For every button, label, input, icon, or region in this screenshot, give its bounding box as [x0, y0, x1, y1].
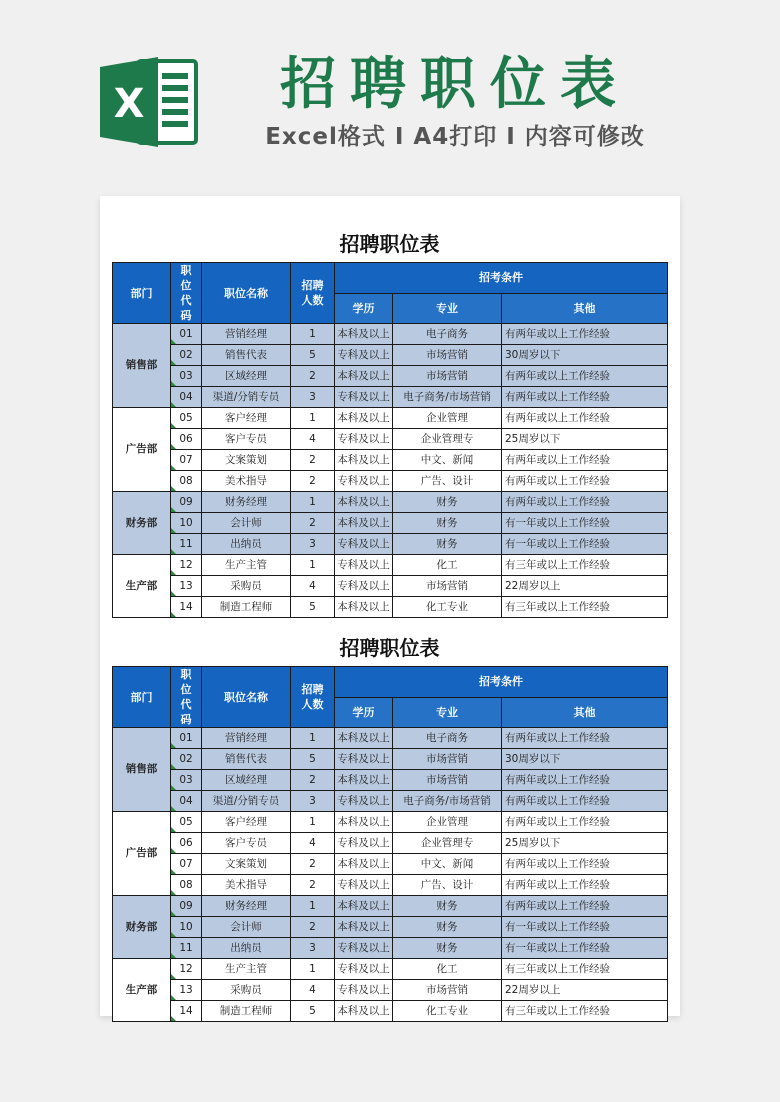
table-row: [113, 770, 668, 791]
position-name-cell: 渠道/分销专员: [202, 791, 291, 812]
header-name: 职位名称: [202, 263, 291, 324]
position-name-cell: 采购员: [202, 576, 291, 597]
position-name-cell: 生产主管: [202, 959, 291, 980]
code-cell: 03: [171, 366, 202, 387]
other-cell: 有两年或以上工作经验: [502, 387, 668, 408]
education-cell: 本科及以上: [335, 492, 393, 513]
dept-cell: 生产部: [113, 555, 171, 618]
code-cell: 10: [171, 917, 202, 938]
education-cell: 本科及以上: [335, 896, 393, 917]
table-row: [113, 749, 668, 770]
code-cell: 04: [171, 387, 202, 408]
major-cell: 化工专业: [393, 1001, 502, 1022]
count-cell: 3: [291, 791, 335, 812]
code-cell: 11: [171, 534, 202, 555]
code-cell: 14: [171, 1001, 202, 1022]
count-cell: 5: [291, 345, 335, 366]
other-cell: 有两年或以上工作经验: [502, 471, 668, 492]
code-cell: 14: [171, 597, 202, 618]
dept-cell: 销售部: [113, 324, 171, 408]
other-cell: 30周岁以下: [502, 345, 668, 366]
table-row: [113, 408, 668, 429]
table-row: [113, 576, 668, 597]
education-cell: 本科及以上: [335, 408, 393, 429]
table-title: 招聘职位表: [339, 232, 440, 256]
other-cell: 有两年或以上工作经验: [502, 366, 668, 387]
other-cell: 有两年或以上工作经验: [502, 770, 668, 791]
major-cell: 电子商务/市场营销: [393, 387, 502, 408]
count-cell: 1: [291, 555, 335, 576]
table-row: [113, 854, 668, 875]
table-row: [113, 1001, 668, 1022]
education-cell: 本科及以上: [335, 854, 393, 875]
position-name-cell: 美术指导: [202, 471, 291, 492]
recruitment-table-1: [112, 229, 667, 618]
position-name-cell: 客户经理: [202, 812, 291, 833]
dept-cell: 财务部: [113, 896, 171, 959]
education-cell: 专科及以上: [335, 345, 393, 366]
position-name-cell: 会计师: [202, 917, 291, 938]
code-cell: 12: [171, 959, 202, 980]
position-name-cell: 制造工程师: [202, 597, 291, 618]
code-cell: 11: [171, 938, 202, 959]
table-row: [113, 980, 668, 1001]
major-cell: 企业管理专: [393, 833, 502, 854]
header-conditions: 招考条件: [335, 667, 668, 698]
header-major: 专业: [393, 293, 502, 324]
major-cell: 中文、新闻: [393, 450, 502, 471]
position-name-cell: 客户专员: [202, 429, 291, 450]
education-cell: 专科及以上: [335, 555, 393, 576]
other-cell: 有两年或以上工作经验: [502, 728, 668, 749]
header-name: 职位名称: [202, 667, 291, 728]
major-cell: 电子商务: [393, 324, 502, 345]
education-cell: 本科及以上: [335, 917, 393, 938]
code-cell: 10: [171, 513, 202, 534]
education-cell: 专科及以上: [335, 959, 393, 980]
code-cell: 05: [171, 408, 202, 429]
major-cell: 企业管理专: [393, 429, 502, 450]
count-cell: 3: [291, 534, 335, 555]
education-cell: 本科及以上: [335, 1001, 393, 1022]
count-cell: 5: [291, 597, 335, 618]
other-cell: 有两年或以上工作经验: [502, 492, 668, 513]
education-cell: 专科及以上: [335, 576, 393, 597]
education-cell: 本科及以上: [335, 597, 393, 618]
code-cell: 01: [171, 728, 202, 749]
other-cell: 25周岁以下: [502, 833, 668, 854]
major-cell: 广告、设计: [393, 471, 502, 492]
table-row: [113, 450, 668, 471]
count-cell: 4: [291, 833, 335, 854]
table-row: [113, 938, 668, 959]
position-name-cell: 文案策划: [202, 450, 291, 471]
major-cell: 市场营销: [393, 366, 502, 387]
count-cell: 4: [291, 429, 335, 450]
header-code: 职位代码: [171, 263, 202, 324]
code-cell: 12: [171, 555, 202, 576]
major-cell: 财务: [393, 492, 502, 513]
position-name-cell: 营销经理: [202, 728, 291, 749]
education-cell: 本科及以上: [335, 324, 393, 345]
major-cell: 市场营销: [393, 345, 502, 366]
count-cell: 2: [291, 450, 335, 471]
recruitment-table: [112, 666, 668, 1022]
position-name-cell: 客户经理: [202, 408, 291, 429]
count-cell: 3: [291, 387, 335, 408]
education-cell: 专科及以上: [335, 429, 393, 450]
header-dept: 部门: [113, 667, 171, 728]
table-row: [113, 597, 668, 618]
other-cell: 有两年或以上工作经验: [502, 791, 668, 812]
table-row: [113, 917, 668, 938]
position-name-cell: 出纳员: [202, 534, 291, 555]
header-other: 其他: [502, 697, 668, 728]
dept-cell: 生产部: [113, 959, 171, 1022]
header-banner: [0, 0, 780, 190]
position-name-cell: 制造工程师: [202, 1001, 291, 1022]
table-row: [113, 345, 668, 366]
svg-text:X: X: [113, 81, 145, 127]
count-cell: 2: [291, 366, 335, 387]
count-cell: 2: [291, 513, 335, 534]
other-cell: 有一年或以上工作经验: [502, 917, 668, 938]
major-cell: 化工: [393, 959, 502, 980]
table-row: [113, 791, 668, 812]
table-row: [113, 366, 668, 387]
major-cell: 企业管理: [393, 812, 502, 833]
position-name-cell: 销售代表: [202, 345, 291, 366]
count-cell: 1: [291, 492, 335, 513]
dept-cell: 广告部: [113, 408, 171, 492]
count-cell: 4: [291, 576, 335, 597]
code-cell: 13: [171, 980, 202, 1001]
dept-cell: 财务部: [113, 492, 171, 555]
page-title: 招聘职位表: [280, 52, 630, 117]
education-cell: 本科及以上: [335, 366, 393, 387]
major-cell: 市场营销: [393, 576, 502, 597]
header-education: 学历: [335, 697, 393, 728]
count-cell: 5: [291, 749, 335, 770]
table-row: [113, 387, 668, 408]
count-cell: 1: [291, 324, 335, 345]
count-cell: 1: [291, 896, 335, 917]
education-cell: 专科及以上: [335, 387, 393, 408]
position-name-cell: 财务经理: [202, 896, 291, 917]
count-cell: 2: [291, 770, 335, 791]
code-cell: 08: [171, 875, 202, 896]
table-row: [113, 429, 668, 450]
table-row: [113, 959, 668, 980]
major-cell: 中文、新闻: [393, 854, 502, 875]
header-code: 职位代码: [171, 667, 202, 728]
other-cell: 有两年或以上工作经验: [502, 324, 668, 345]
position-name-cell: 渠道/分销专员: [202, 387, 291, 408]
position-name-cell: 文案策划: [202, 854, 291, 875]
other-cell: 22周岁以上: [502, 576, 668, 597]
other-cell: 有两年或以上工作经验: [502, 875, 668, 896]
table-row: [113, 812, 668, 833]
position-name-cell: 出纳员: [202, 938, 291, 959]
education-cell: 本科及以上: [335, 728, 393, 749]
position-name-cell: 生产主管: [202, 555, 291, 576]
major-cell: 电子商务: [393, 728, 502, 749]
header-other: 其他: [502, 293, 668, 324]
major-cell: 财务: [393, 513, 502, 534]
table-row: [113, 728, 668, 749]
code-cell: 06: [171, 429, 202, 450]
code-cell: 09: [171, 896, 202, 917]
major-cell: 财务: [393, 917, 502, 938]
header-major: 专业: [393, 697, 502, 728]
code-cell: 04: [171, 791, 202, 812]
table-row: [113, 513, 668, 534]
major-cell: 广告、设计: [393, 875, 502, 896]
count-cell: 1: [291, 959, 335, 980]
major-cell: 市场营销: [393, 749, 502, 770]
count-cell: 2: [291, 854, 335, 875]
code-cell: 02: [171, 749, 202, 770]
header-education: 学历: [335, 293, 393, 324]
table-row: [113, 833, 668, 854]
other-cell: 有两年或以上工作经验: [502, 812, 668, 833]
count-cell: 1: [291, 812, 335, 833]
other-cell: 有一年或以上工作经验: [502, 513, 668, 534]
code-cell: 01: [171, 324, 202, 345]
header-conditions: 招考条件: [335, 263, 668, 294]
major-cell: 电子商务/市场营销: [393, 791, 502, 812]
code-cell: 08: [171, 471, 202, 492]
header-count: 招聘人数: [291, 667, 335, 728]
recruitment-table: [112, 262, 668, 618]
other-cell: 有两年或以上工作经验: [502, 450, 668, 471]
other-cell: 30周岁以下: [502, 749, 668, 770]
code-cell: 06: [171, 833, 202, 854]
table-title: 招聘职位表: [339, 636, 440, 660]
other-cell: 有两年或以上工作经验: [502, 854, 668, 875]
major-cell: 市场营销: [393, 980, 502, 1001]
table-row: [113, 324, 668, 345]
table-row: [113, 471, 668, 492]
education-cell: 本科及以上: [335, 450, 393, 471]
education-cell: 专科及以上: [335, 791, 393, 812]
table-row: [113, 555, 668, 576]
other-cell: 有三年或以上工作经验: [502, 555, 668, 576]
excel-icon: [100, 55, 200, 150]
other-cell: 25周岁以下: [502, 429, 668, 450]
count-cell: 4: [291, 980, 335, 1001]
major-cell: 财务: [393, 896, 502, 917]
major-cell: 财务: [393, 938, 502, 959]
position-name-cell: 区域经理: [202, 770, 291, 791]
table-row: [113, 492, 668, 513]
code-cell: 13: [171, 576, 202, 597]
education-cell: 专科及以上: [335, 471, 393, 492]
dept-cell: 广告部: [113, 812, 171, 896]
education-cell: 本科及以上: [335, 770, 393, 791]
position-name-cell: 采购员: [202, 980, 291, 1001]
header-dept: 部门: [113, 263, 171, 324]
table-row: [113, 534, 668, 555]
major-cell: 企业管理: [393, 408, 502, 429]
position-name-cell: 销售代表: [202, 749, 291, 770]
other-cell: 有三年或以上工作经验: [502, 1001, 668, 1022]
education-cell: 本科及以上: [335, 513, 393, 534]
education-cell: 专科及以上: [335, 749, 393, 770]
count-cell: 1: [291, 728, 335, 749]
education-cell: 专科及以上: [335, 980, 393, 1001]
code-cell: 07: [171, 854, 202, 875]
other-cell: 有三年或以上工作经验: [502, 597, 668, 618]
education-cell: 专科及以上: [335, 833, 393, 854]
table-row: [113, 896, 668, 917]
position-name-cell: 财务经理: [202, 492, 291, 513]
other-cell: 有两年或以上工作经验: [502, 408, 668, 429]
major-cell: 化工: [393, 555, 502, 576]
position-name-cell: 营销经理: [202, 324, 291, 345]
count-cell: 2: [291, 471, 335, 492]
table-row: [113, 875, 668, 896]
code-cell: 09: [171, 492, 202, 513]
education-cell: 本科及以上: [335, 812, 393, 833]
other-cell: 22周岁以上: [502, 980, 668, 1001]
dept-cell: 销售部: [113, 728, 171, 812]
other-cell: 有一年或以上工作经验: [502, 534, 668, 555]
count-cell: 2: [291, 917, 335, 938]
education-cell: 专科及以上: [335, 938, 393, 959]
major-cell: 市场营销: [393, 770, 502, 791]
other-cell: 有两年或以上工作经验: [502, 896, 668, 917]
position-name-cell: 客户专员: [202, 833, 291, 854]
major-cell: 化工专业: [393, 597, 502, 618]
code-cell: 05: [171, 812, 202, 833]
count-cell: 3: [291, 938, 335, 959]
count-cell: 1: [291, 408, 335, 429]
education-cell: 专科及以上: [335, 875, 393, 896]
major-cell: 财务: [393, 534, 502, 555]
header-count: 招聘人数: [291, 263, 335, 324]
code-cell: 07: [171, 450, 202, 471]
code-cell: 02: [171, 345, 202, 366]
count-cell: 5: [291, 1001, 335, 1022]
page-subtitle: Excel格式 I A4打印 I 内容可修改: [265, 124, 645, 150]
recruitment-table-2: [112, 633, 667, 1022]
paper-sheet: [100, 196, 680, 1016]
education-cell: 专科及以上: [335, 534, 393, 555]
position-name-cell: 区域经理: [202, 366, 291, 387]
position-name-cell: 会计师: [202, 513, 291, 534]
code-cell: 03: [171, 770, 202, 791]
count-cell: 2: [291, 875, 335, 896]
position-name-cell: 美术指导: [202, 875, 291, 896]
other-cell: 有三年或以上工作经验: [502, 959, 668, 980]
other-cell: 有一年或以上工作经验: [502, 938, 668, 959]
